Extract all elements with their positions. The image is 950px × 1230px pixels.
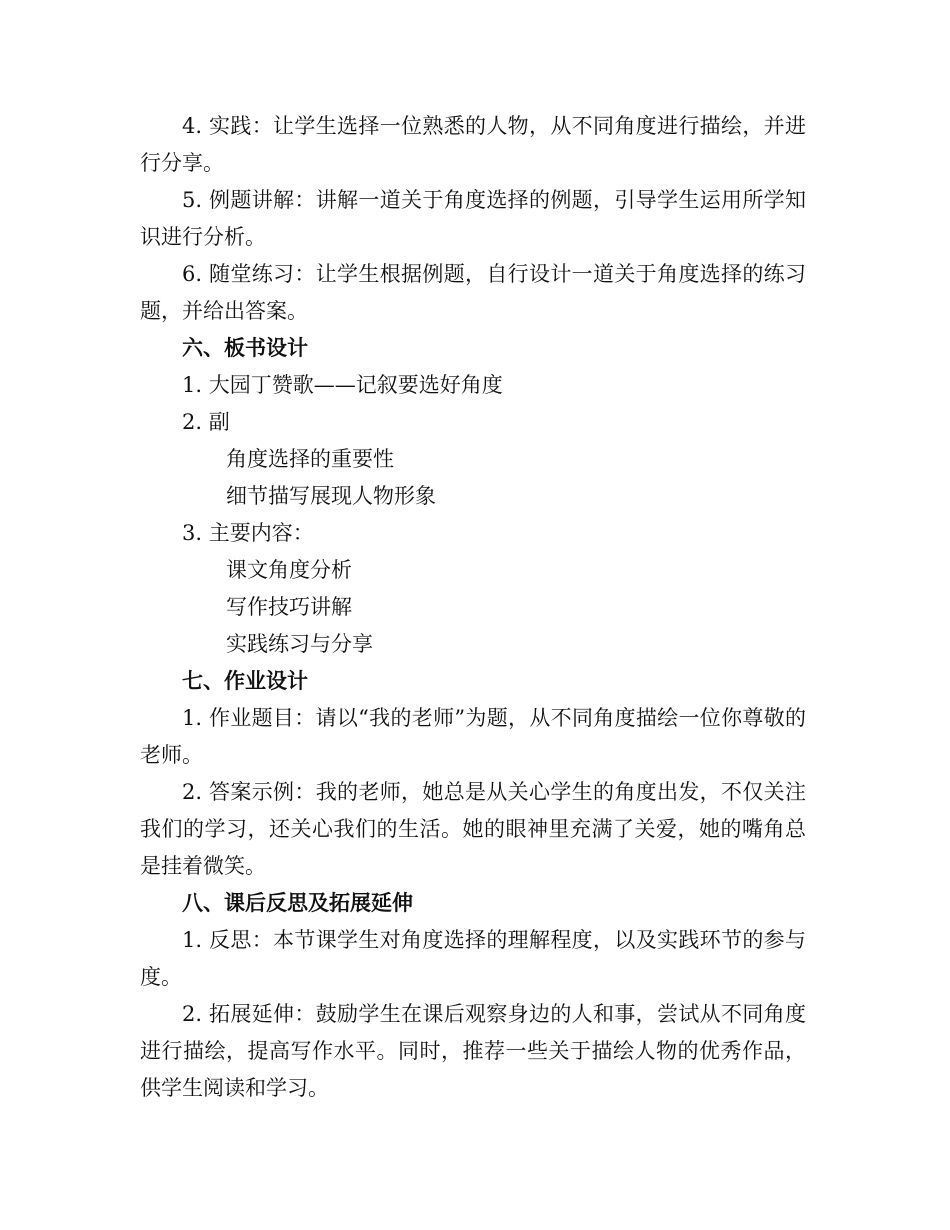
board-design-item-1: 1. 大园丁赞歌——记叙要选好角度 bbox=[182, 373, 503, 397]
board-design-item-2-sub-2: 细节描写展现人物形象 bbox=[226, 484, 436, 508]
section-7-heading: 七、作业设计 bbox=[182, 669, 308, 693]
step-6-paragraph: 6. 随堂练习：让学生根据例题，自行设计一道关于角度选择的练习题，并给出答案。 bbox=[140, 262, 806, 323]
reflection-item-2: 2. 拓展延伸：鼓励学生在课后观察身边的人和事，尝试从不同角度进行描绘，提高写作水平。同时，推荐一些关于描绘人物的优秀作品，供学生阅读和学习。 bbox=[140, 1002, 806, 1100]
board-design-item-2: 2. 副 bbox=[182, 410, 230, 434]
reflection-item-1: 1. 反思：本节课学生对角度选择的理解程度，以及实践环节的参与度。 bbox=[140, 928, 806, 989]
document-body bbox=[140, 108, 806, 1107]
board-design-item-3-sub-1: 课文角度分析 bbox=[226, 558, 352, 582]
board-design-item-3: 3. 主要内容： bbox=[182, 521, 314, 545]
homework-item-1: 1. 作业题目：请以“我的老师”为题，从不同角度描绘一位你尊敬的老师。 bbox=[140, 706, 806, 767]
board-design-item-3-sub-3: 实践练习与分享 bbox=[226, 632, 373, 656]
section-8-heading: 八、课后反思及拓展延伸 bbox=[182, 891, 413, 915]
board-design-item-2-sub-1: 角度选择的重要性 bbox=[226, 447, 394, 471]
step-4-paragraph: 4. 实践：让学生选择一位熟悉的人物，从不同角度进行描绘，并进行分享。 bbox=[140, 114, 806, 175]
board-design-item-3-sub-2: 写作技巧讲解 bbox=[226, 595, 352, 619]
homework-item-2: 2. 答案示例：我的老师，她总是从关心学生的角度出发，不仅关注我们的学习，还关心我们的生活。她的眼神里充满了关爱，她的嘴角总是挂着微笑。 bbox=[140, 780, 806, 878]
step-5-paragraph: 5. 例题讲解：讲解一道关于角度选择的例题，引导学生运用所学知识进行分析。 bbox=[140, 188, 806, 249]
section-6-heading: 六、板书设计 bbox=[182, 336, 308, 360]
